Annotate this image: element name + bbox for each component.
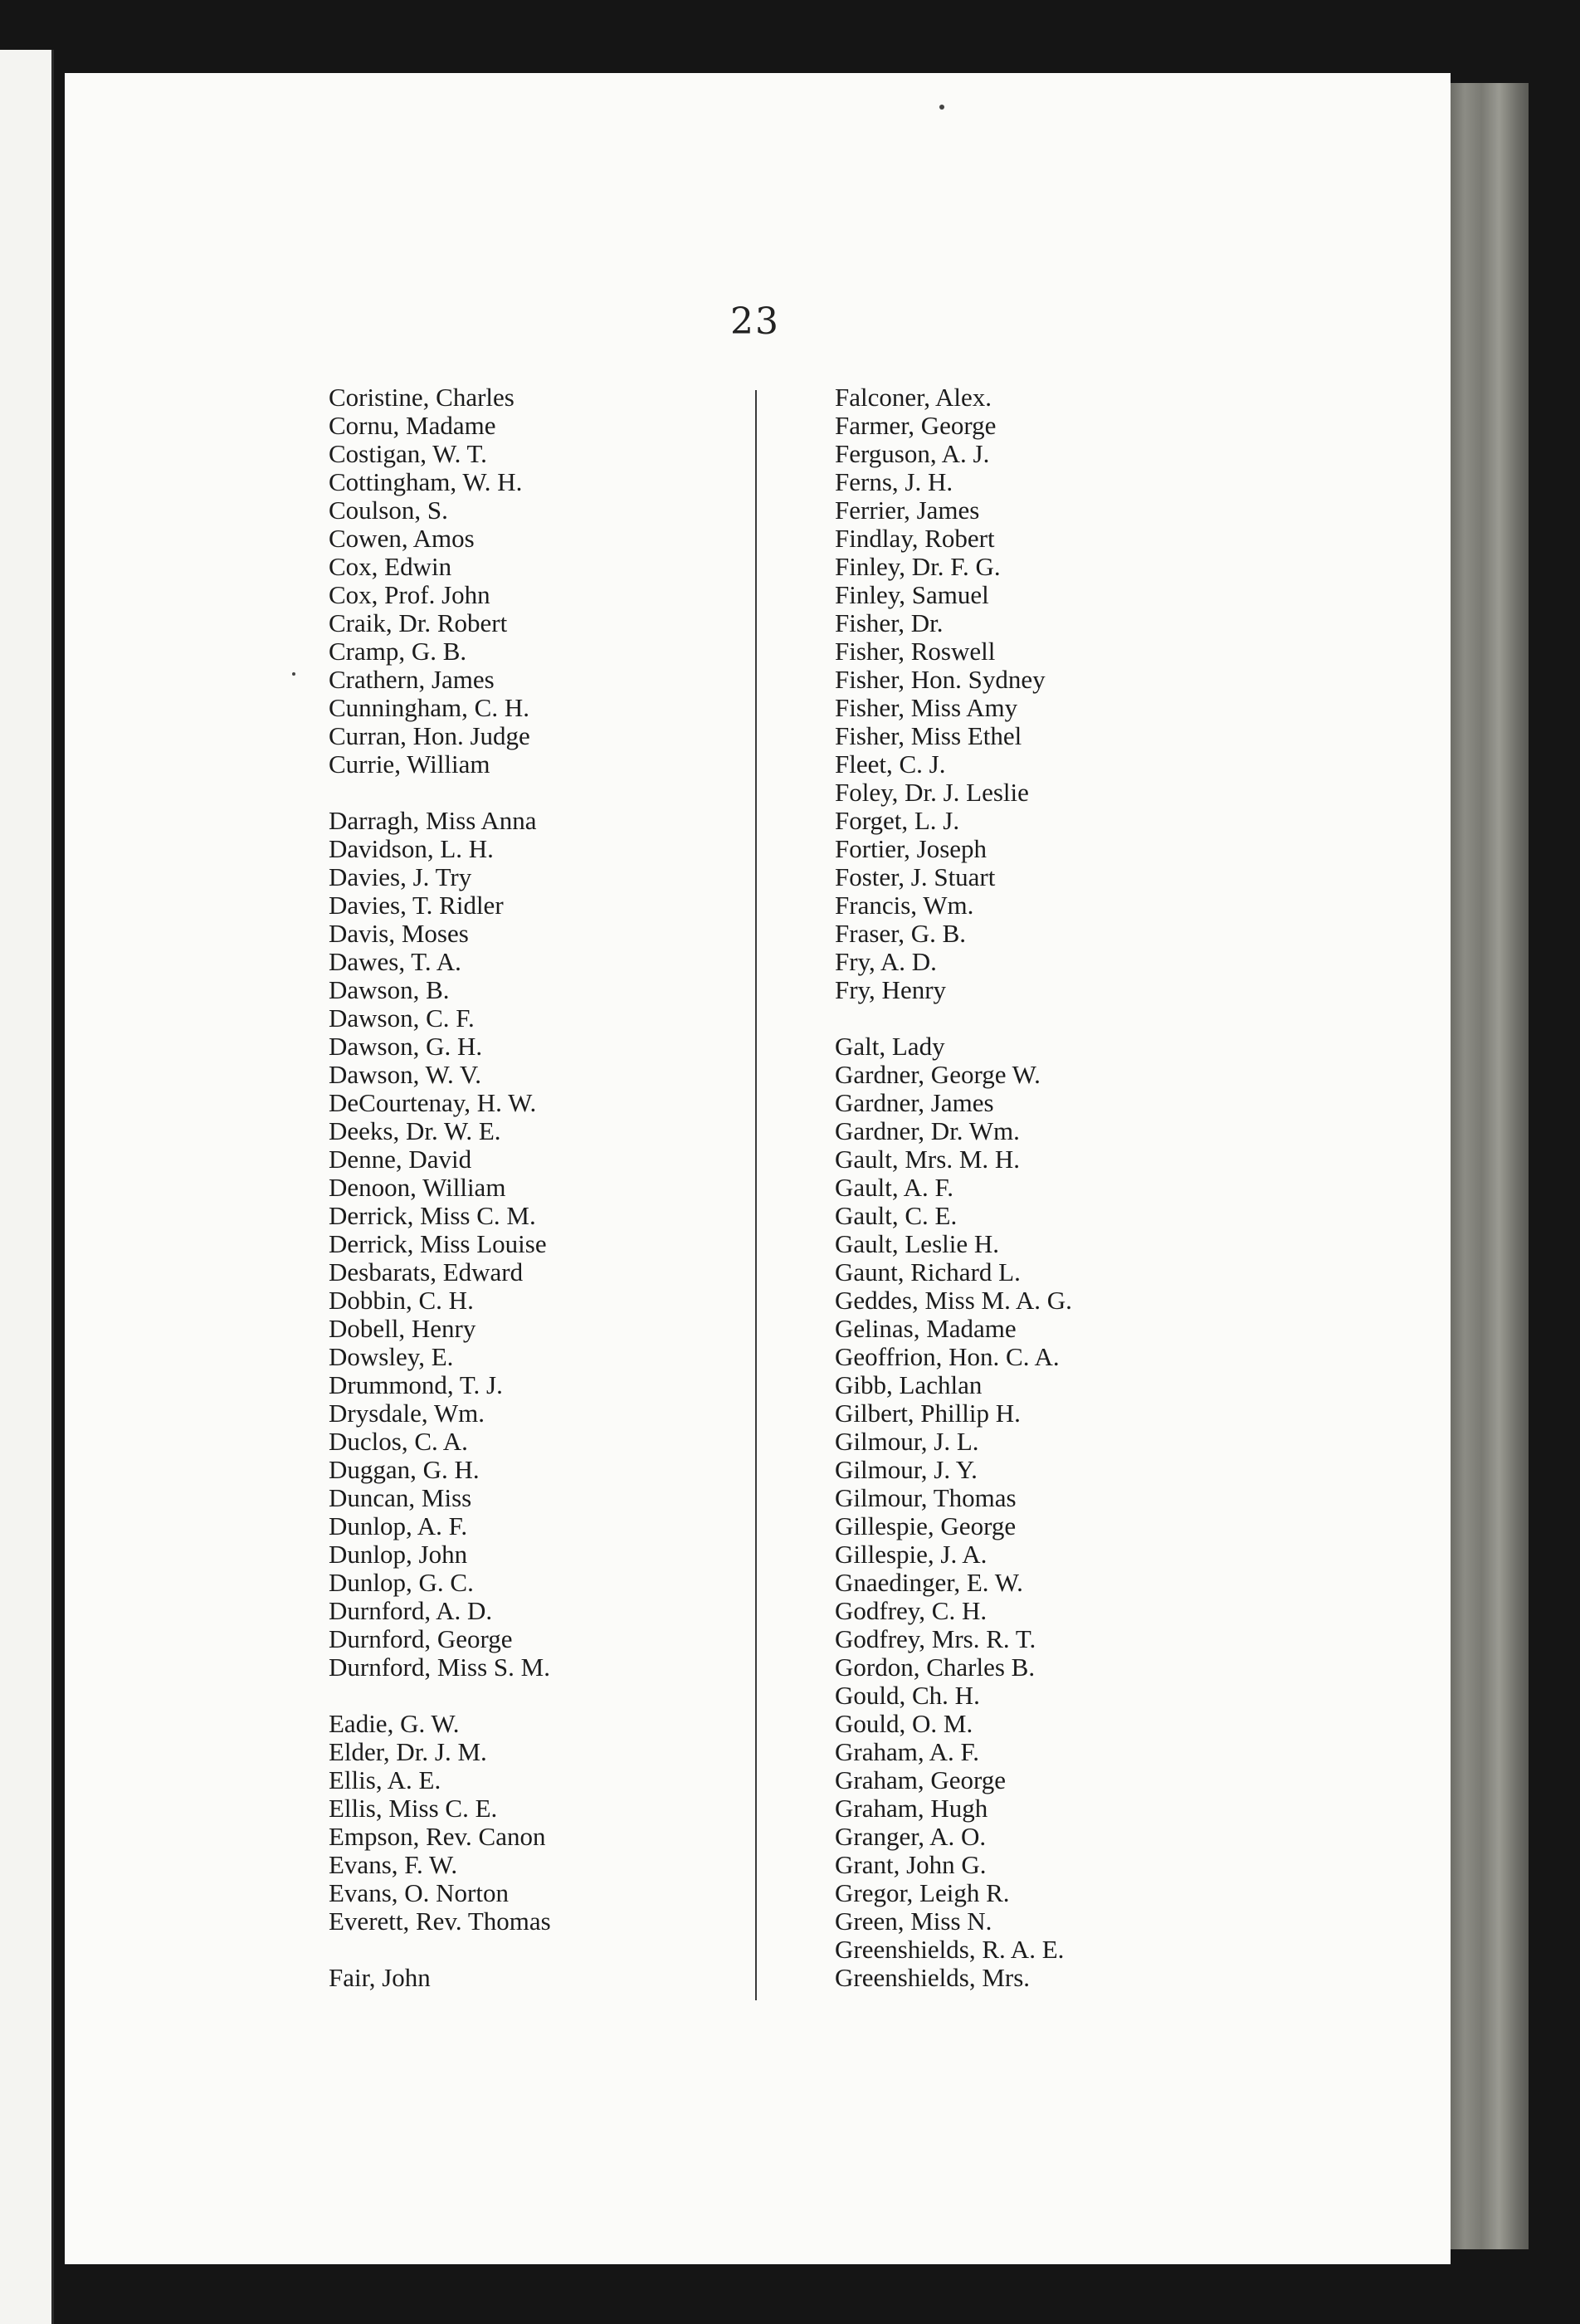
- name-entry: Dobbin, C. H.: [329, 1286, 474, 1315]
- name-entry: Dawson, C. F.: [329, 1003, 475, 1033]
- name-entry: Evans, F. W.: [329, 1850, 458, 1879]
- name-entry: Fortier, Joseph: [835, 834, 988, 863]
- name-entry: Fry, A. D.: [835, 947, 937, 976]
- name-entry: Ferns, J. H.: [835, 467, 953, 496]
- name-entry: Fraser, G. B.: [835, 919, 967, 948]
- name-entry: Gaunt, Richard L.: [835, 1257, 1021, 1286]
- name-entry: Cornu, Madame: [329, 411, 496, 440]
- name-entry: Empson, Rev. Canon: [329, 1822, 546, 1851]
- name-entry: Fry, Henry: [835, 975, 947, 1004]
- speck: [939, 105, 944, 110]
- name-entry: Costigan, W. T.: [329, 439, 487, 468]
- name-entry: Durnford, Miss S. M.: [329, 1653, 550, 1682]
- name-entry: Darragh, Miss Anna: [329, 806, 537, 835]
- name-entry: Greenshields, Mrs.: [835, 1963, 1031, 1992]
- name-entry: Greenshields, R. A. E.: [835, 1935, 1065, 1964]
- name-entry: Cramp, G. B.: [329, 637, 467, 666]
- name-entry: Duggan, G. H.: [329, 1455, 480, 1484]
- name-entry: Gould, O. M.: [835, 1709, 973, 1738]
- name-entry: Davies, J. Try: [329, 862, 472, 891]
- name-entry: Fisher, Hon. Sydney: [835, 665, 1046, 694]
- name-entry: Farmer, George: [835, 411, 997, 440]
- name-entry: Francis, Wm.: [835, 891, 974, 920]
- name-entry: Ferguson, A. J.: [835, 439, 990, 468]
- name-entry: Duncan, Miss: [329, 1483, 472, 1512]
- name-entry: Coristine, Charles: [329, 383, 514, 412]
- name-entry: Geoffrion, Hon. C. A.: [835, 1342, 1060, 1371]
- section-gap: [329, 1936, 827, 1964]
- name-entry: Falconer, Alex.: [835, 383, 992, 412]
- name-entry: Desbarats, Edward: [329, 1257, 524, 1286]
- name-entry: Denne, David: [329, 1145, 472, 1174]
- right-name-column: [835, 383, 1333, 1992]
- name-entry: Gillespie, J. A.: [835, 1540, 988, 1569]
- name-entry: Currie, William: [329, 749, 490, 779]
- name-entry: Ellis, A. E.: [329, 1765, 441, 1794]
- section-gap: [835, 1004, 1333, 1033]
- name-entry: Fisher, Miss Amy: [835, 693, 1018, 722]
- name-entry: Crathern, James: [329, 665, 495, 694]
- name-entry: Green, Miss N.: [835, 1907, 992, 1936]
- name-entry: Dunlop, G. C.: [329, 1568, 474, 1597]
- name-entry: Deeks, Dr. W. E.: [329, 1116, 501, 1145]
- name-entry: Coulson, S.: [329, 496, 448, 525]
- name-entry: Gault, Leslie H.: [835, 1229, 1000, 1258]
- name-entry: Galt, Lady: [835, 1032, 945, 1061]
- section-gap: [329, 1682, 827, 1710]
- name-entry: Davies, T. Ridler: [329, 891, 504, 920]
- name-entry: Dawes, T. A.: [329, 947, 461, 976]
- name-entry: Finley, Dr. F. G.: [835, 552, 1001, 581]
- name-entry: Finley, Samuel: [835, 580, 989, 609]
- name-entry: Graham, A. F.: [835, 1737, 980, 1766]
- name-entry: Dunlop, A. F.: [329, 1511, 468, 1540]
- name-entry: Godfrey, C. H.: [835, 1596, 988, 1625]
- page-number: 23: [730, 300, 780, 343]
- name-entry: Gilmour, J. Y.: [835, 1455, 978, 1484]
- name-entry: Fisher, Dr.: [835, 608, 944, 637]
- name-entry: Davis, Moses: [329, 919, 469, 948]
- name-entry: Everett, Rev. Thomas: [329, 1907, 551, 1936]
- name-entry: Dobell, Henry: [329, 1314, 476, 1343]
- name-entry: Gilmour, J. L.: [835, 1427, 979, 1456]
- name-entry: Gillespie, George: [835, 1511, 1017, 1540]
- name-entry: Drummond, T. J.: [329, 1370, 503, 1399]
- name-entry: Denoon, William: [329, 1173, 506, 1202]
- name-entry: Graham, George: [835, 1765, 1007, 1794]
- book-page-edge: [1451, 83, 1529, 2249]
- name-entry: Fisher, Miss Ethel: [835, 721, 1022, 750]
- name-entry: Elder, Dr. J. M.: [329, 1737, 487, 1766]
- name-entry: Craik, Dr. Robert: [329, 608, 508, 637]
- name-entry: Forget, L. J.: [835, 806, 960, 835]
- name-entry: Davidson, L. H.: [329, 834, 494, 863]
- name-entry: Dowsley, E.: [329, 1342, 454, 1371]
- name-entry: Dawson, G. H.: [329, 1032, 483, 1061]
- section-gap: [329, 779, 827, 807]
- name-entry: Cox, Edwin: [329, 552, 452, 581]
- name-entry: Gibb, Lachlan: [835, 1370, 983, 1399]
- name-entry: DeCourtenay, H. W.: [329, 1088, 537, 1117]
- speck: [292, 672, 295, 676]
- name-entry: Derrick, Miss Louise: [329, 1229, 547, 1258]
- previous-page-edge: [0, 50, 54, 2324]
- name-entry: Duclos, C. A.: [329, 1427, 468, 1456]
- name-entry: Gnaedinger, E. W.: [835, 1568, 1023, 1597]
- name-entry: Gardner, James: [835, 1088, 994, 1117]
- name-entry: Cunningham, C. H.: [329, 693, 529, 722]
- name-entry: Ferrier, James: [835, 496, 980, 525]
- name-entry: Foster, J. Stuart: [835, 862, 996, 891]
- name-entry: Grant, John G.: [835, 1850, 987, 1879]
- name-entry: Gelinas, Madame: [835, 1314, 1017, 1343]
- name-entry: Dawson, W. V.: [329, 1060, 482, 1089]
- name-entry: Granger, A. O.: [835, 1822, 987, 1851]
- name-entry: Drysdale, Wm.: [329, 1399, 485, 1428]
- name-entry: Durnford, George: [329, 1624, 513, 1653]
- name-entry: Foley, Dr. J. Leslie: [835, 778, 1029, 807]
- left-name-column: [329, 383, 827, 1992]
- name-entry: Eadie, G. W.: [329, 1709, 460, 1738]
- name-entry: Durnford, A. D.: [329, 1596, 493, 1625]
- name-entry: Cottingham, W. H.: [329, 467, 523, 496]
- name-entry: Gault, A. F.: [835, 1173, 954, 1202]
- name-entry: Cowen, Amos: [329, 524, 475, 553]
- name-entry: Dunlop, John: [329, 1540, 468, 1569]
- name-entry: Gault, C. E.: [835, 1201, 958, 1230]
- name-entry: Gilbert, Phillip H.: [835, 1399, 1021, 1428]
- name-entry: Geddes, Miss M. A. G.: [835, 1286, 1072, 1315]
- name-entry: Evans, O. Norton: [329, 1878, 509, 1907]
- name-entry: Graham, Hugh: [835, 1794, 988, 1823]
- name-entry: Gardner, George W.: [835, 1060, 1041, 1089]
- name-entry: Gregor, Leigh R.: [835, 1878, 1010, 1907]
- name-entry: Ellis, Miss C. E.: [329, 1794, 498, 1823]
- name-entry: Gault, Mrs. M. H.: [835, 1145, 1021, 1174]
- name-entry: Dawson, B.: [329, 975, 450, 1004]
- name-entry: Fair, John: [329, 1963, 431, 1992]
- name-entry: Curran, Hon. Judge: [329, 721, 530, 750]
- name-entry: Gardner, Dr. Wm.: [835, 1116, 1020, 1145]
- name-entry: Findlay, Robert: [835, 524, 995, 553]
- name-entry: Gilmour, Thomas: [835, 1483, 1017, 1512]
- name-entry: Fleet, C. J.: [835, 749, 946, 779]
- name-entry: Derrick, Miss C. M.: [329, 1201, 536, 1230]
- name-entry: Cox, Prof. John: [329, 580, 490, 609]
- name-entry: Fisher, Roswell: [835, 637, 996, 666]
- name-entry: Godfrey, Mrs. R. T.: [835, 1624, 1036, 1653]
- name-entry: Gordon, Charles B.: [835, 1653, 1036, 1682]
- name-entry: Gould, Ch. H.: [835, 1681, 980, 1710]
